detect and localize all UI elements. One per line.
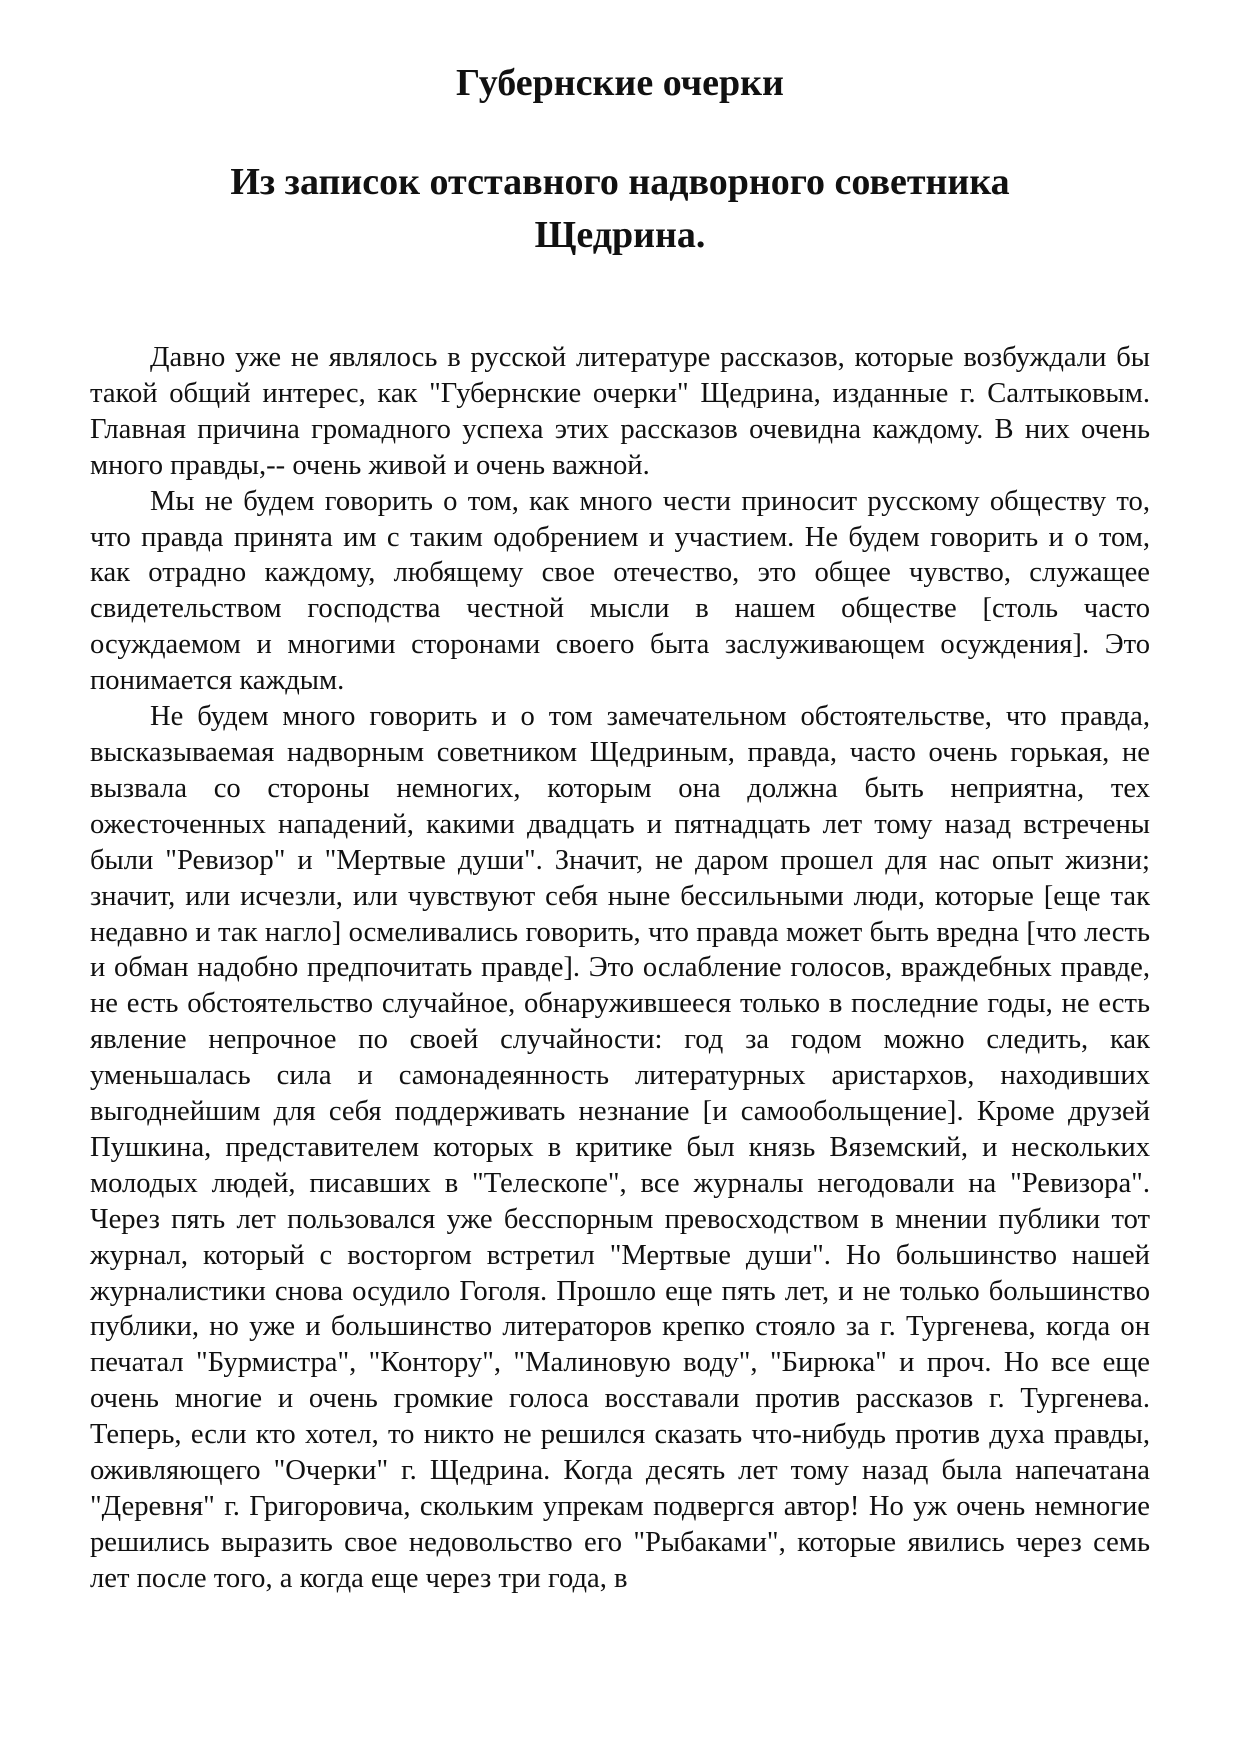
subtitle-line-2: Щедрина.	[534, 214, 706, 256]
paragraph-2: Мы не будем говорить о том, как много чести приносит русскому обществу то, что правда принята им с таким одобрением и участием. Не будем говорить и о том, как отрадно каждому, любящему свое отечество, это общее чувство, служащее свидетельством господства честной мысли в нашем обществе [столь часто осуждаемом и многими сторонами своего быта заслуживающем осуждения]. Это понимается каждым.	[90, 485, 1150, 697]
paragraph-3: Не будем много говорить и о том замечательном обстоятельстве, что правда, высказываемая надворным советником Щедриным, правда, часто очень горькая, не вызвала со стороны немногих, которым она должна быть неприятна, тех ожесточенных нападений, какими двадцать и пятнадцать лет тому назад встречены были "Ревизор" и "Мертвые души". Значит, не даром прошел для нас опыт жизни; значит, или исчезли, или чувствуют себя ныне бессильными люди, которые [еще так недавно и так нагло] осмеливались говорить, что правда может быть вредна [что лесть и обман надобно предпочитать правде]. Это ослабление голосов, враждебных правде, не есть обстоятельство случайное, обнаружившееся только в последние годы, не есть явление непрочное по своей случайности: год за годом можно следить, как уменьшалась сила и самонадеянность литературных аристархов, находивших выгоднейшим для себя поддерживать незнание [и самообольщение]. Кроме друзей Пушкина, представителем которых в критике был князь Вяземский, и нескольких молодых людей, писавших в "Телескопе", все журналы негодовали на "Ревизора". Через пять лет пользовался уже бесспорным превосходством в мнении публики тот журнал, который с восторгом встретил "Мертвые души". Но большинство нашей журналистики снова осудило Гоголя. Прошло еще пять лет, и не только большинство публики, но уже и большинство литераторов крепко стояло за г. Тургенева, когда он печатал "Бурмистра", "Контору", "Малиновую воду", "Бирюка" и проч. Но все еще очень многие и очень громкие голоса восставали против рассказов г. Тургенева. Теперь, если кто хотел, то никто не решился сказать что-нибудь против духа правды, оживляющего "Очерки" г. Щедрина. Когда десять лет тому назад была напечатана "Деревня" г. Григоровича, скольким упрекам подвергся автор! Но уж очень немногие решились выразить свое недовольство его "Рыбаками", которые явились через семь лет после того, а когда еще через три года, в	[90, 701, 1150, 1594]
paragraph-1: Давно уже не являлось в русской литературе рассказов, которые возбуждали бы такой общий интерес, как "Губернские очерки" Щедрина, изданные г. Салтыковым. Главная причина громадного успеха этих рассказов очевидна каждому. В них очень много правды,-- очень живой и очень важной.	[90, 342, 1150, 481]
document-title: Губернские очерки	[456, 62, 784, 104]
body-text	[90, 340, 1150, 1597]
document-subtitle	[0, 156, 1240, 262]
subtitle-line-1: Из записок отставного надворного советника	[230, 161, 1010, 203]
